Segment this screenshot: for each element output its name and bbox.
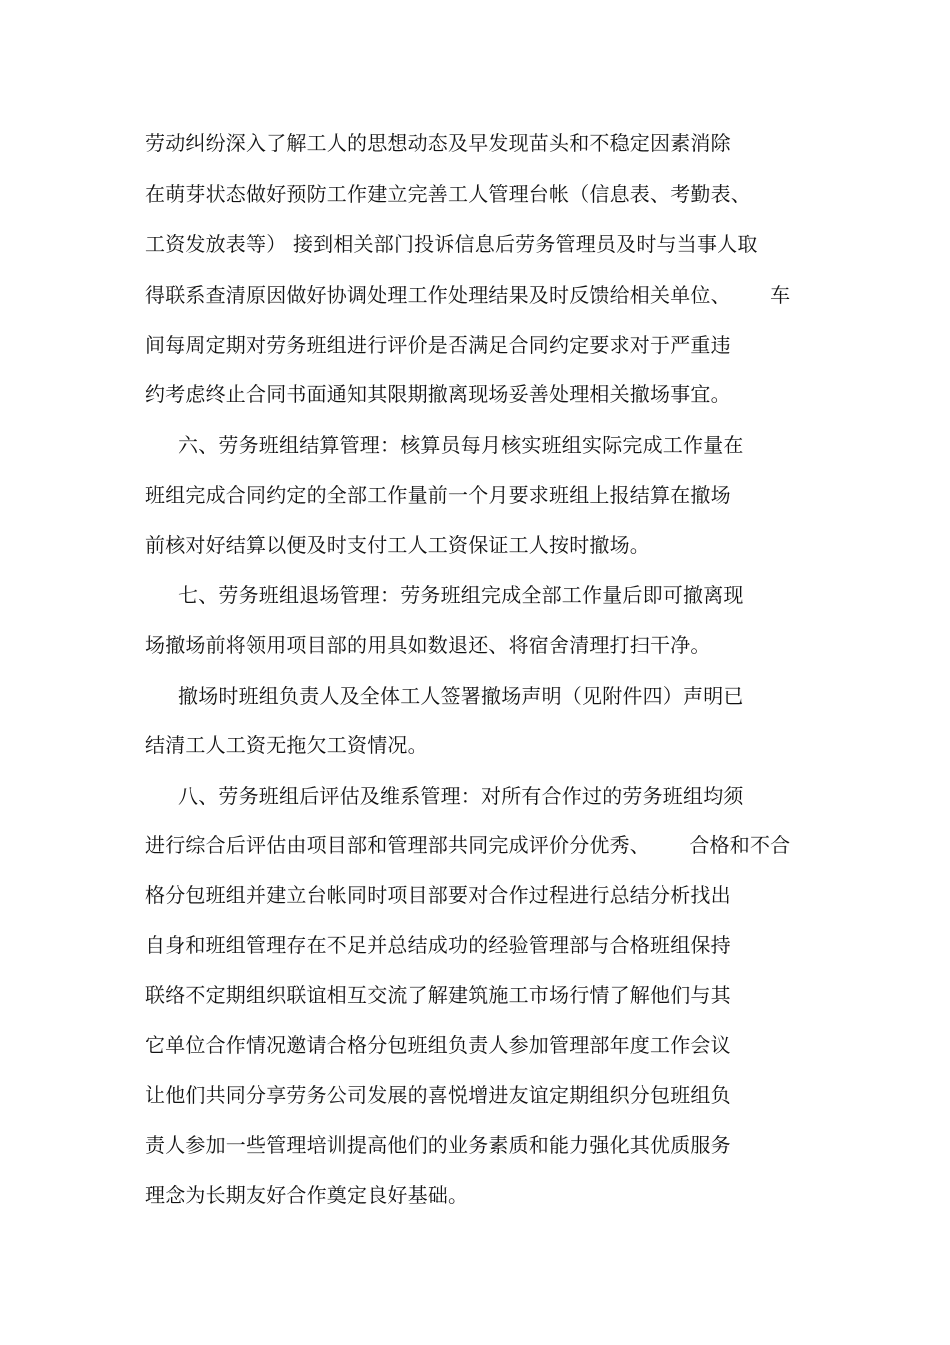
text-line: 劳动纠纷深入了解工人的思想动态及早发现苗头和不稳定因素消除	[145, 131, 731, 155]
paragraph-start-line: 撤场时班组负责人及全体工人签署撤场声明（见附件四）声明已	[178, 684, 744, 708]
text-line: 约考虑终止合同书面通知其限期撤离现场妥善处理相关撤场事宜。	[145, 382, 731, 406]
text-line: 进行综合后评估由项目部和管理部共同完成评价分优秀、 合格和不合	[145, 833, 791, 857]
text-line: 场撤场前将领用项目部的用具如数退还、将宿舍清理打扫干净。	[145, 633, 711, 657]
text-line: 在萌芽状态做好预防工作建立完善工人管理台帐（信息表、考勤表、	[145, 182, 751, 206]
text-line: 得联系查清原因做好协调处理工作处理结果及时反馈给相关单位、 车	[145, 283, 791, 307]
text-line: 格分包班组并建立台帐同时项目部要对合作过程进行总结分析找出	[145, 883, 731, 907]
text-line: 班组完成合同约定的全部工作量前一个月要求班组上报结算在撤场	[145, 483, 731, 507]
text-line: 工资发放表等） 接到相关部门投诉信息后劳务管理员及时与当事人取	[145, 232, 758, 256]
text-line: 结清工人工资无拖欠工资情况。	[145, 733, 428, 757]
text-line: 前核对好结算以便及时支付工人工资保证工人按时撤场。	[145, 533, 650, 557]
section-heading-line: 七、劳务班组退场管理：劳务班组完成全部工作量后即可撤离现	[178, 583, 744, 607]
text-line: 间每周定期对劳务班组进行评价是否满足合同约定要求对于严重违	[145, 333, 731, 357]
section-heading-line: 六、劳务班组结算管理：核算员每月核实班组实际完成工作量在	[178, 433, 744, 457]
text-line: 联络不定期组织联谊相互交流了解建筑施工市场行情了解他们与其	[145, 983, 731, 1007]
text-line: 让他们共同分享劳务公司发展的喜悦增进友谊定期组织分包班组负	[145, 1083, 731, 1107]
text-line: 理念为长期友好合作奠定良好基础。	[145, 1183, 469, 1207]
text-line: 责人参加一些管理培训提高他们的业务素质和能力强化其优质服务	[145, 1133, 731, 1157]
text-line: 自身和班组管理存在不足并总结成功的经验管理部与合格班组保持	[145, 933, 731, 957]
text-line: 它单位合作情况邀请合格分包班组负责人参加管理部年度工作会议	[145, 1033, 731, 1057]
section-heading-line: 八、劳务班组后评估及维系管理：对所有合作过的劳务班组均须	[178, 784, 744, 808]
